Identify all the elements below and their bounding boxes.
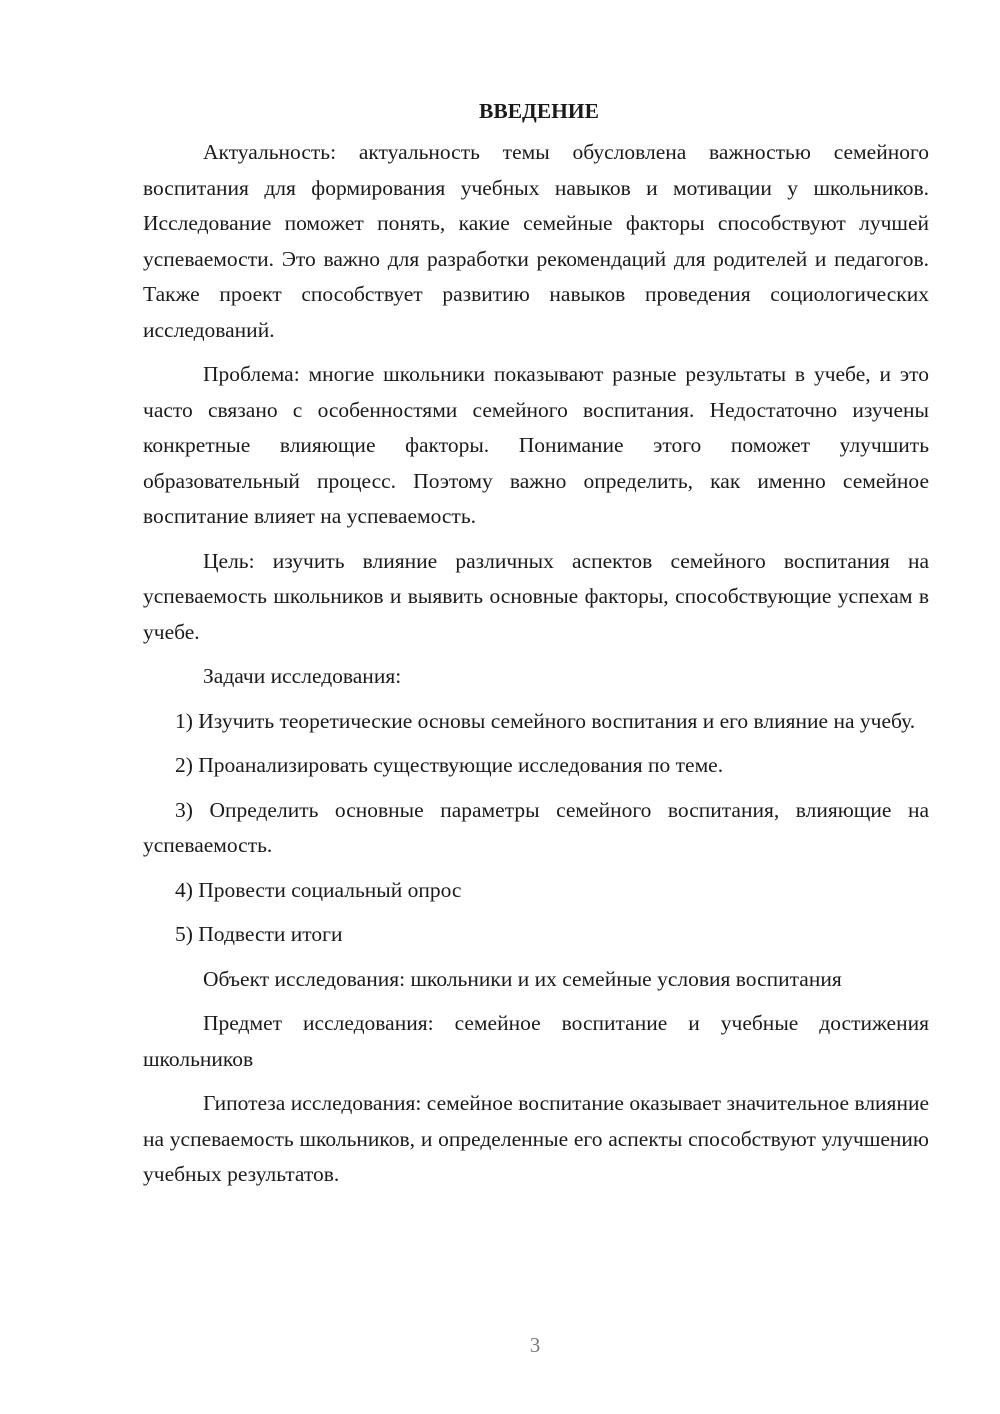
- task-item-1: 1) Изучить теоретические основы семейного воспитания и его влияние на учебу.: [175, 708, 916, 733]
- task-item-3: 3) Определить основные параметры семейного воспитания, влияющие на успеваемость.: [143, 797, 929, 857]
- page-number: 3: [529, 1333, 541, 1357]
- paragraph-subject: Предмет исследования: семейное воспитание и учебные достижения школьников: [143, 1011, 929, 1071]
- section-title: ВВЕДЕНИЕ: [479, 99, 599, 123]
- task-item-2: 2) Проанализировать существующие исследования по теме.: [175, 753, 724, 777]
- page-content: [143, 96, 929, 1202]
- task-item-5: 5) Подвести итоги: [175, 922, 343, 946]
- paragraph-tasks-heading: Задачи исследования:: [203, 664, 402, 688]
- paragraph-problem: Проблема: многие школьники показывают разные результаты в учебе, и это часто связано с особенностями семейного воспитания. Недостаточно изучены конкретные влияющие факторы. Понимание этого поможет улучшить образовательный процесс. Поэтому важно определить, как именно семейное воспитание влияет на успеваемость.: [143, 362, 929, 528]
- paragraph-object: Объект исследования: школьники и их семейные условия воспитания: [203, 966, 842, 991]
- paragraph-relevance: Актуальность: актуальность темы обусловлена важностью семейного воспитания для формирования учебных навыков и мотивации у школьников. Исследование поможет понять, какие семейные факторы способствуют лучшей успеваемости. Это важно для разработки рекомендаций для родителей и педагогов. Также проект способствует развитию навыков проведения социологических исследований.: [143, 140, 929, 342]
- paragraph-hypothesis: Гипотеза исследования: семейное воспитание оказывает значительное влияние на успеваемость школьников, и определенные его аспекты способствуют улучшению учебных результатов.: [143, 1091, 929, 1186]
- paragraph-goal: Цель: изучить влияние различных аспектов семейного воспитания на успеваемость школьников и выявить основные факторы, способствующие успехам в учебе.: [143, 548, 929, 644]
- task-item-4: 4) Провести социальный опрос: [175, 877, 462, 902]
